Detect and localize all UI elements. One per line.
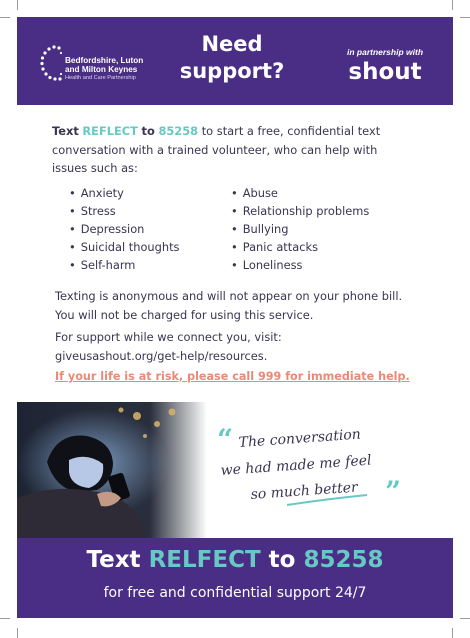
intro-text-word: Text — [52, 124, 79, 138]
headline — [167, 31, 297, 85]
quote-line-2: we had made me feel — [220, 452, 372, 479]
list-item: • Bullying — [231, 220, 369, 238]
partnership-logo — [39, 44, 149, 84]
intro-keyword: REFLECT — [82, 124, 138, 138]
list-item: • Loneliness — [231, 256, 369, 274]
intro-number: 85258 — [158, 124, 199, 138]
list-item: • Self-harm — [69, 256, 179, 274]
crop-mark-bottom-left — [17, 628, 18, 638]
header-banner — [17, 17, 453, 105]
crop-mark-top-left-h — [0, 17, 10, 18]
crop-mark-bottom-left-h — [0, 618, 10, 619]
list-item: • Stress — [69, 202, 179, 220]
footer-cta — [17, 547, 453, 573]
logo-line-3: Health and Care Partnership — [65, 75, 136, 81]
support-intro: For support while we connect you, visit: — [55, 330, 282, 344]
crop-mark-top-right — [452, 0, 453, 10]
headline-line-2: support? — [179, 59, 285, 83]
support-paragraph — [55, 328, 425, 365]
list-item: • Anxiety — [69, 184, 179, 202]
emergency-warning: If your life is at risk, please call 999 for immediate help. — [55, 370, 410, 383]
issues-list-right — [231, 184, 369, 274]
crop-mark-top-right-h — [460, 17, 470, 18]
quote-line-1: The conversation — [238, 426, 362, 451]
close-quote-mark: ” — [385, 475, 402, 508]
list-item: • Depression — [69, 220, 179, 238]
person-on-phone-photo — [17, 402, 207, 538]
list-item: • Relationship problems — [231, 202, 369, 220]
headline-line-1: Need — [201, 32, 263, 56]
open-quote-mark: “ — [217, 425, 234, 456]
anonymous-note: Texting is anonymous and will not appear on your phone bill. You will not be charged for using this service. — [55, 289, 403, 322]
partner-caption: in partnership with — [346, 47, 424, 57]
list-item: • Abuse — [231, 184, 369, 202]
intro-to-word: to — [141, 124, 155, 138]
list-item: • Suicidal thoughts — [69, 238, 179, 256]
crop-mark-bottom-right-h — [460, 618, 470, 619]
footer-tagline: for free and confidential support 24/7 — [103, 585, 367, 601]
logo-line-2: and Milton Keynes — [65, 65, 138, 74]
footer-number: 85258 — [303, 547, 384, 573]
photo-illustration — [17, 402, 207, 538]
logo-line-1: Bedfordshire, Luton — [65, 56, 144, 65]
intro-rest: to start a free, confidential text conversation with a trained volunteer, who can help with issues such as: — [52, 124, 381, 175]
footer-banner — [17, 538, 453, 618]
crop-mark-top-left — [17, 0, 18, 10]
dotted-ring-icon — [39, 44, 63, 84]
issues-list-left — [69, 184, 179, 274]
footer-text-word: Text — [86, 547, 141, 573]
intro-paragraph — [52, 122, 402, 178]
crop-mark-bottom-right — [452, 628, 453, 638]
testimonial-quote — [217, 425, 417, 525]
quote-line-3: so much better — [250, 479, 359, 503]
support-link[interactable]: giveusashout.org/get-help/resources. — [55, 348, 268, 363]
list-item: • Panic attacks — [231, 238, 369, 256]
shout-logo: shout — [348, 59, 422, 85]
footer-to-word: to — [268, 547, 296, 573]
footer-keyword: RELFECT — [148, 547, 261, 573]
